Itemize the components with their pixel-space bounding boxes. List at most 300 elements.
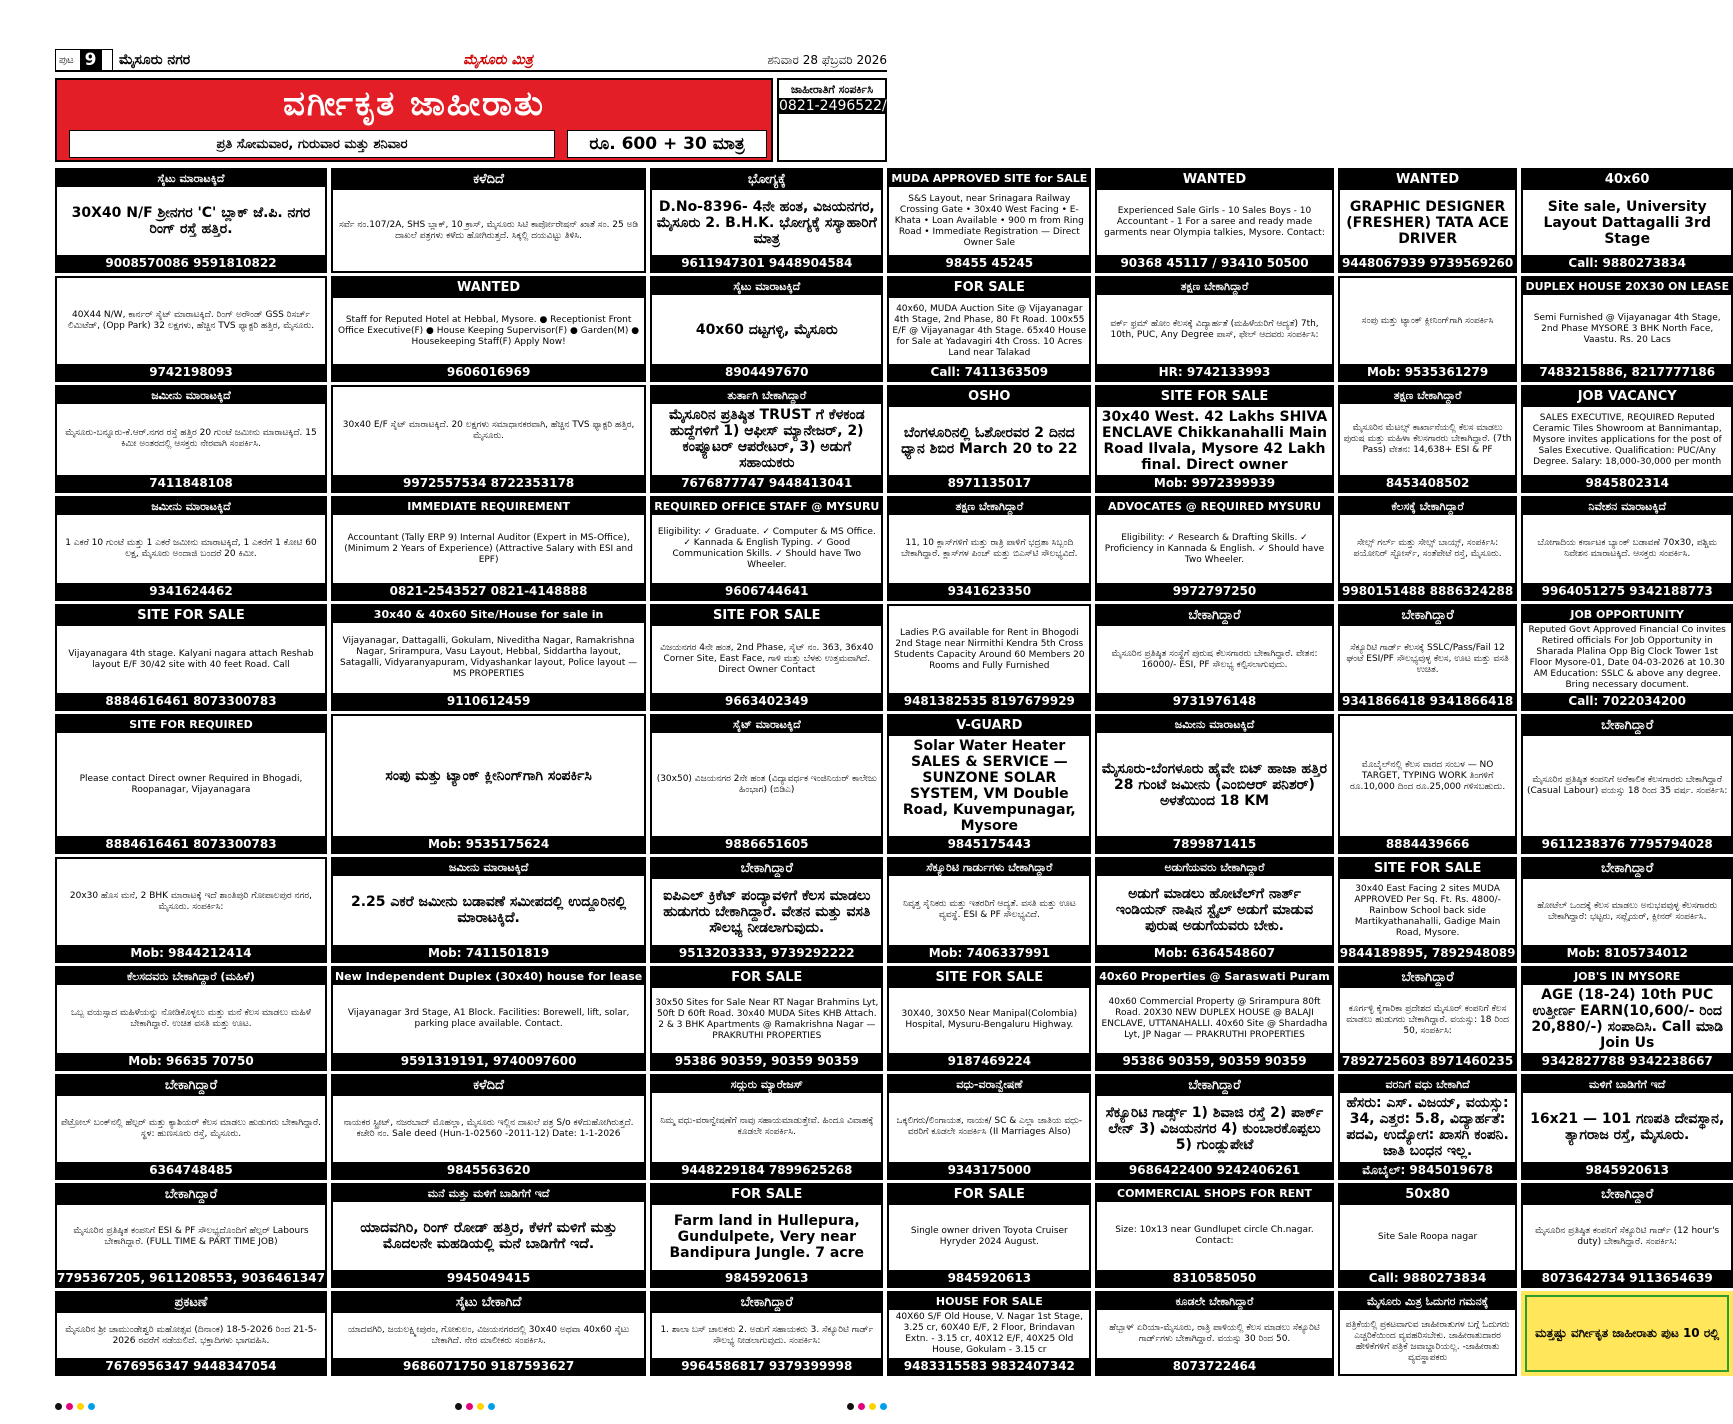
classified-ad — [650, 1074, 883, 1179]
classified-ad — [887, 1074, 1091, 1179]
classified-ad — [331, 604, 646, 711]
ad-body: ಐಪಿಎಲ್ ಕ್ರಿಕೆಟ್ ಪಂದ್ಯಾವಳಿಗೆ ಕೆಲಸ ಮಾಡಲು ಹುಡುಗರು ಬೇಕಾಗಿದ್ದಾರೆ. ವೇತನ ಮತ್ತು ವಸತಿ ಸೌಲಭ್ಯ ನೀಡಲಾಗುವುದು. — [663, 887, 871, 936]
ad-heading: WANTED — [1340, 170, 1516, 190]
ad-body: ಸಂಪು ಮತ್ತು ಟ್ಯಾಂಕ್ ಕ್ಲೀನಿಂಗ್‌ಗಾಗಿ ಸಂಪರ್ಕಿಸಿ — [385, 768, 592, 785]
classified-ad — [1095, 496, 1333, 601]
page-number: 9 — [80, 50, 102, 70]
classified-ad — [887, 1291, 1091, 1376]
ad-phone: 7899871415 — [1097, 836, 1331, 852]
ad-body: 30X40 N/F ಶ್ರೀನಗರ 'C' ಬ್ಲಾಕ್ ಜೆ.ಪಿ. ನಗರ ರಿಂಗ್ ರಸ್ತೆ ಹತ್ತಿರ. — [71, 205, 311, 238]
ad-phone: 7676956347 9448347054 — [57, 1358, 325, 1374]
classified-ad — [55, 714, 327, 854]
ad-heading: 30x40 & 40x60 Site/House for sale in — [333, 606, 644, 623]
classified-ad — [1095, 714, 1333, 854]
classified-ad — [55, 168, 327, 273]
classified-ad — [55, 1074, 327, 1179]
classified-ad — [331, 1183, 646, 1288]
ad-body: 30x50 Sites for Sale Near RT Nagar Brahmins Lyt, 50ft D 60ft Road. 30x40 MUDA Sites KHB Attach. 2 & 3 BHK Apartments @ Ramakrishna Nagar — PRAKRUTHI PROPERTIES — [655, 998, 879, 1042]
color-dots-center — [455, 1403, 495, 1410]
ad-heading: ಬೇಕಾಗಿದ್ದಾರೆ — [1523, 716, 1731, 736]
ad-heading: REQUIRED OFFICE STAFF @ MYSURU — [654, 499, 880, 513]
section-name: ಮೈಸೂರು ನಗರ — [119, 52, 191, 68]
ad-heading: ಅಡುಗೆಯವರು ಬೇಕಾಗಿದ್ದಾರೆ — [1097, 859, 1331, 876]
ad-body: ಅಡುಗೆ ಮಾಡಲು ಹೋಟೆಲ್‌ಗೆ ನಾರ್ತ್ ಇಂಡಿಯನ್ ನಾಷಿನ ಸ್ಟೈಲ್ ಅಡುಗೆ ಮಾಡುವ ಪುರುಷ ಅಡುಗೆಯವರು ಬೇಕು. — [1115, 886, 1314, 935]
ad-phone: 7892725603 8971460235 — [1340, 1053, 1516, 1069]
ad-body: Experienced Sale Girls - 10 Sales Boys - 10 Accountant - 1 For a saree and ready made garments near Olympia talkies, Mysore. Contact: — [1104, 206, 1325, 239]
ad-body: ಮೈಸೂರಿನ ಪ್ರತಿಷ್ಠಿತ ಸಂಸ್ಥೆಗೆ ಪುರುಷ ಕೆಲಸಗಾರರು ಬೇಕಾಗಿದ್ದಾರೆ. ವೇತನ: 16000/- ESI, PF ಸೌಲಭ್ಯ ಕಲ್ಪಿಸಲಾಗುವುದು. — [1111, 648, 1318, 670]
ad-body: 40x60 ದಟ್ಟಗಳ್ಳಿ, ಮೈಸೂರು — [695, 321, 838, 338]
ad-phone: 9448229184 7899625268 — [652, 1162, 881, 1178]
yellow-dot — [77, 1403, 84, 1410]
classified-ad — [1521, 496, 1733, 601]
ad-heading: 40x60 Properties @ Saraswati Puram — [1099, 969, 1330, 983]
continued-on-page-10-notice — [1521, 1291, 1733, 1376]
ad-body: ಮೈಸೂರಿನ ಶ್ರೀ ಚಾಮುಂಡೇಶ್ವರಿ ಮಹೋತ್ಸವ (ದಿನಾಂಕ) 18-5-2026 ರಿಂದ 21-5-2026 ರವರೆಗೆ ನಡೆಯಲಿದೆ. ಭಕ್ತಾದಿಗಳು ಭಾಗವಹಿಸಿ. — [65, 1324, 317, 1346]
ad-heading: ಕಳೆದಿದೆ — [333, 1076, 644, 1096]
ad-heading: SITE FOR REQUIRED — [57, 716, 325, 733]
print-registration-marks — [55, 1403, 887, 1411]
ad-phone: Mob: 9844212414 — [57, 945, 325, 961]
ad-phone: 9343175000 — [889, 1162, 1089, 1178]
ad-body: 40X44 N/W, ಕಾರ್ನರ್ ಸೈಟ್ ಮಾರಾಟಕ್ಕಿದೆ. ರಿಂಗ್ ಅರೌಂಡ್ GSS ರಿಸರ್ಚ್ ಲಿಮಿಟೆಡ್, (Opp Park) 32 ಲಕ್ಷಗಳು, ಹೆಚ್ಚಿನ TVS ಫ್ಯಾಕ್ಟರಿ ಹತ್ತಿರ, ಮೈಸೂರು. — [67, 310, 315, 332]
ad-phone: 0821-2543527 0821-4148888 — [333, 583, 644, 599]
ad-phone: 9731976148 — [1097, 693, 1331, 709]
classified-ad — [650, 168, 883, 273]
ad-phone: 9845563620 — [333, 1162, 644, 1178]
classified-ad — [331, 1074, 646, 1179]
classified-ad — [1521, 714, 1733, 854]
contact-phone: 0821-2496522/23 — [779, 98, 905, 114]
ad-body: Farm land in Hullepura, Gundulpete, Very near Bandipura Jungle. 7 acre — [669, 1213, 865, 1262]
ad-phone: 9845920613 — [1523, 1162, 1731, 1178]
cyan-dot — [488, 1403, 495, 1410]
black-dot — [55, 1403, 62, 1410]
ad-body: ಸಂಪು ಮತ್ತು ಟ್ಯಾಂಕ್ ಕ್ಲೀನಿಂಗ್‌ಗಾಗಿ ಸಂಪರ್ಕಿಸಿ — [1361, 315, 1494, 326]
ad-phone: Mob: 8105734012 — [1523, 945, 1731, 961]
ad-heading: SITE FOR SALE — [652, 606, 881, 626]
ad-heading: ಬೇಕಾಗಿದ್ದಾರೆ — [57, 1076, 325, 1096]
ad-body: Accountant (Tally ERP 9) Internal Auditor (Expert in MS-Office), (Minimum 2 Years of Experience) (Attractive Salary with ESI and EPF) — [344, 532, 633, 565]
classified-ad — [55, 496, 327, 601]
classified-ad — [887, 496, 1091, 601]
ad-heading: ಜಮೀನು ಮಾರಾಟಕ್ಕಿದೆ — [1097, 716, 1331, 733]
ad-body: ಯಾದವಗಿರಿ, ರಿಂಗ್ ರೋಡ್ ಹತ್ತಿರ, ಕೆಳಗೆ ಮಳಿಗೆ ಮತ್ತು ಮೊದಲನೇ ಮಹಡಿಯಲ್ಲಿ ಮನೆ ಬಾಡಿಗೆಗೆ ಇದೆ. — [360, 1219, 617, 1252]
classified-banner — [55, 78, 773, 162]
ad-phone: 9341624462 — [57, 583, 325, 599]
classified-ad — [650, 1183, 883, 1288]
ad-phone: 9886651605 — [652, 836, 881, 852]
ad-body: ಕೂರ್ಗಳ್ಳಿ ಕೈಗಾರಿಕಾ ಪ್ರದೇಶದ ಮೈಸೂರ್ ಕಂಪನಿಗೆ ಕೆಲಸ ಮಾಡಲು ಹುಡುಗರು ಬೇಕಾಗಿದ್ದಾರೆ. ವಯಸ್ಸು: 18 ರಿಂದ 50, ಸಂಪರ್ಕಿಸಿ: — [1346, 1003, 1509, 1036]
ad-body: 40x60 Commercial Property @ Srirampura 80ft Road. 20X30 NEW DUPLEX HOUSE @ BALAJI ENCLAVE, UTTANAHALLI. 40x60 Site @ Shardadha Lyt, JP Nagar — PRAKRUTHI PROPERTIES — [1101, 996, 1328, 1040]
classified-ad — [887, 276, 1091, 381]
ad-phone: 9187469224 — [889, 1053, 1089, 1069]
classified-ad — [1095, 1291, 1333, 1376]
classified-ad — [1095, 857, 1333, 962]
classified-ad — [331, 276, 646, 381]
classified-ad — [1338, 966, 1518, 1071]
ad-heading: FOR SALE — [889, 278, 1089, 298]
ad-body: 2.25 ಎಕರೆ ಜಮೀನು ಬಡಾವಣೆ ಸಮೀಪದಲ್ಲಿ ಉದ್ದೂರಿನಲ್ಲಿ ಮಾರಾಟಕ್ಕಿದೆ. — [351, 894, 627, 927]
classified-ad — [1521, 857, 1733, 962]
ad-heading: ADVOCATES @ REQUIRED MYSURU — [1097, 498, 1331, 515]
ad-heading: ವಧು-ವರಾನ್ವೇಷಣೆ — [889, 1076, 1089, 1093]
ad-heading: SITE FOR SALE — [57, 606, 325, 626]
ad-body: Please contact Direct owner Required in Bhogadi, Roopanagar, Vijayanagara — [79, 773, 303, 795]
ad-phone: HR: 9742133993 — [1097, 364, 1331, 380]
ad-phone: 9611947301 9448904584 — [652, 255, 881, 271]
ad-body: ಸೆಕ್ಯೂರಿಟಿ ಗಾರ್ಡ್ಸ್ 1) ಶಿವಾಜಿ ರಸ್ತೆ 2) ಪಾರ್ಕ್ ಲೇನ್ 3) ವಿಜಯನಗರ 4) ಕುಂಬಾರಕೊಪ್ಪಲು 5) ಗುಂಡ್ಲುಪೇಟೆ — [1105, 1104, 1324, 1153]
ad-phone: 9483315583 9832407342 — [889, 1358, 1089, 1374]
ad-heading: WANTED — [333, 278, 644, 298]
classified-ad — [1095, 1183, 1333, 1288]
classified-ad — [55, 276, 327, 381]
ad-phone: 9448067939 9739569260 — [1340, 255, 1516, 271]
ad-phone: 9844189895, 7892948089 — [1339, 945, 1516, 960]
classified-ad — [887, 714, 1091, 854]
ad-heading: OSHO — [889, 387, 1089, 407]
ad-body: GRAPHIC DESIGNER (FRESHER) TATA ACE DRIVER — [1346, 198, 1509, 247]
ad-body: ಹೋಟೆಲ್ ಒಂದಕ್ಕೆ ಕೆಲಸ ಮಾಡಲು ಅನುಭವವುಳ್ಳ ಕೆಲಸಗಾರರು ಬೇಕಾಗಿದ್ದಾರೆ: ಭಟ್ಟರು, ಸಪ್ಲೈಯರ್, ಕ್ಲೀನರ್ ಸಂಪರ್ಕಿಸಿ. — [1537, 900, 1718, 922]
ad-body: 30x40 E/F ಸೈಟ್ ಮಾರಾಟಕ್ಕಿದೆ. 20 ಲಕ್ಷಗಳು ಸಮಾಧಾನಕರವಾಗಿ, ಹೆಚ್ಚಿನ TVS ಫ್ಯಾಕ್ಟರಿ ಹತ್ತಿರ, ಮೈಸೂರು. — [342, 419, 635, 441]
ad-phone: 8884616461 8073300783 — [57, 836, 325, 852]
ad-phone: 9964586817 9379399998 — [652, 1358, 881, 1374]
ad-heading: ಬೇಕಾಗಿದ್ದಾರೆ — [652, 1293, 881, 1313]
classified-ad — [1521, 1074, 1733, 1179]
ad-phone: 7411848108 — [57, 475, 325, 491]
ad-phone: 9341866418 9341866418 — [1340, 693, 1516, 709]
page-number-box — [55, 49, 113, 71]
ad-body: ಮೈಸೂರು-ಬೆಂಗಳೂರು ಹೈವೇ ಬಿಟ್ ಹಾಜಾ ಹತ್ತಿರ 28 ಗುಂಟೆ ಜಮೀನು (ಎಂಬಿಆರ್ ಪನಿಶರ್) ಅಳತೆಯಿಂದ 18 KM — [1101, 760, 1328, 809]
cyan-dot — [880, 1403, 887, 1410]
classified-ad — [1095, 966, 1333, 1071]
ad-heading: ಕೆಲಸದವರು ಬೇಕಾಗಿದ್ದಾರೆ (ಮಹಿಳೆ) — [57, 968, 325, 985]
ad-body: ವಿಜಯನಗರ 4ನೇ ಹಂತ, 2nd Phase, ಸೈಟ್ ನಂ. 363, 36x40 Corner Site, East Face, ಗಾಳಿ ಮತ್ತು ಬೆಳಕು ಉತ್ತಮವಾಗಿದೆ. Direct Owner Contact — [660, 643, 874, 676]
classified-ad — [1521, 385, 1733, 493]
classified-ad — [1338, 1291, 1518, 1376]
ad-heading: ಬೇಕಾಗಿದ್ದಾರೆ — [1340, 606, 1516, 626]
ad-heading: ಮೈಸೂರು ಮಿತ್ರ ಓದುಗರ ಗಮನಕ್ಕೆ — [1340, 1293, 1516, 1310]
ad-phone: Mob: 9972399939 — [1097, 475, 1331, 491]
classified-ad — [1338, 496, 1518, 601]
classified-ad — [887, 966, 1091, 1071]
ad-heading: New Independent Duplex (30x40) house for lease — [334, 969, 643, 983]
ad-body: ಬೋಗಾದಿಯ ಕರ್ನಾಟಕ ಬ್ಯಾಂಕ್ ಬಡಾವಣೆ 70x30, ಪಶ್ಚಿಮ ನಿವೇಶನ ಮಾರಾಟಕ್ಕಿದೆ. ಆಸಕ್ತರು ಸಂಪರ್ಕಿಸಿ. — [1537, 538, 1717, 560]
ad-heading: WANTED — [1097, 170, 1331, 190]
ad-phone: 6364748485 — [57, 1162, 325, 1178]
ad-contact-box — [777, 78, 905, 162]
ad-body: ಮೈಸೂರು-ಬನ್ನೂರು-ಕೆ.ಆರ್.ನಗರ ರಸ್ತೆ ಹತ್ತಿರ 20 ಗುಂಟೆ ಜಮೀನು ಮಾರಾಟಕ್ಕಿದೆ. 15 ಕಿಮೀ ಅಂತರದಲ್ಲಿ ಆಸಕ್ತರು ನೇರವಾಗಿ ಸಂಪರ್ಕಿಸಿ. — [65, 428, 317, 450]
ad-heading: JOB'S IN MYSORE — [1523, 968, 1731, 985]
ad-body: ನಿಮ್ಮ ವಧು-ವರಾನ್ವೇಷಣೆಗೆ ನಾವು ಸಹಾಯಮಾಡುತ್ತೇವೆ. ಹಿಂದೂ ವಿವಾಹಕ್ಕೆ ಕೂಡಲೇ ಸಂಪರ್ಕಿಸಿ. — [660, 1116, 874, 1138]
ad-body: ಬೆಂಗಳೂರಿನಲ್ಲಿ ಓಶೋರವರ 2 ದಿನದ ಧ್ಯಾನ ಶಿಬಿರ March 20 to 22 — [901, 424, 1078, 457]
classified-ad — [331, 966, 646, 1071]
classified-ad — [887, 857, 1091, 962]
ad-phone: 9342827788 9342238667 — [1523, 1053, 1731, 1069]
contact-label: ಜಾಹೀರಾತಿಗೆ ಸಂಪರ್ಕಿಸಿ — [790, 83, 874, 96]
page-label: ಪುಟ — [59, 54, 74, 66]
classified-ad — [1338, 168, 1518, 273]
ad-phone: Mob: 6364548607 — [1097, 945, 1331, 961]
issue-date: ಶನಿವಾರ 28 ಫೆಬ್ರವರಿ 2026 — [767, 52, 887, 67]
classified-ad — [650, 857, 883, 962]
ad-body: 1 ಎಕರೆ 10 ಗುಂಟೆ ಮತ್ತು 1 ಎಕರೆ ಜಮೀನು ಮಾರಾಟಕ್ಕಿದೆ, 1 ಎಕರೆಗೆ 1 ಕೋಟಿ 60 ಲಕ್ಷ, ಮೈಸೂರು ಅಂದಾಜಿ ಬಂದರೆ 20 ಕಿಮೀ. — [65, 538, 317, 560]
ad-heading: ಪ್ರಕಟಣೆ — [57, 1293, 325, 1313]
ad-heading: FOR SALE — [652, 968, 881, 988]
ad-heading: ತಕ್ಷಣ ಬೇಕಾಗಿದ್ದಾರೆ — [889, 498, 1089, 515]
ad-heading: MUDA APPROVED SITE for SALE — [891, 172, 1088, 185]
ad-heading: FOR SALE — [652, 1185, 881, 1205]
ad-heading: SITE FOR SALE — [889, 968, 1089, 988]
ad-heading: ಜಮೀನು ಮಾರಾಟಕ್ಕಿದೆ — [57, 387, 325, 404]
ad-phone: 9845802314 — [1523, 475, 1731, 491]
ad-body: Staff for Reputed Hotel at Hebbal, Mysore. ● Receptionist Front Office Executive(F) ● House Keeping Supervisor(F) ● Garden(M) ● Housekeeping Staff(F) Apply Now! — [338, 314, 640, 347]
ad-phone: 8884439666 — [1340, 836, 1516, 852]
black-dot — [455, 1403, 462, 1410]
ad-body: Vijayanagara 4th stage. Kalyani nagara attach Reshab layout E/F 30/42 site with 40 feet Road. Call — [68, 648, 314, 670]
classified-ad — [1338, 857, 1518, 962]
ad-phone: 9972557534 8722353178 — [333, 475, 644, 491]
ad-heading: ಬೇಕಾಗಿದ್ದಾರೆ — [1340, 968, 1516, 988]
ad-heading: ಜಮೀನು ಮಾರಾಟಕ್ಕಿದೆ — [57, 498, 325, 515]
ad-phone: Call: 7022034200 — [1523, 693, 1731, 709]
classified-ad — [1338, 385, 1518, 493]
ad-body: ಪೆಟ್ರೋಲ್ ಬಂಕ್‌ನಲ್ಲಿ ಹೆಲ್ಪರ್ ಮತ್ತು ಕ್ಯಾಶಿಯರ್ ಕೆಲಸ ಮಾಡಲು ಹುಡುಗರು ಬೇಕಾಗಿದ್ದಾರೆ. ಸ್ಥಳ: ಹುಣಸೂರು ರಸ್ತೆ, ಮೈಸೂರು. — [61, 1117, 321, 1139]
ad-phone: 9945049415 — [333, 1270, 644, 1286]
ad-heading: ಭೋಗ್ಯಕ್ಕೆ — [652, 170, 881, 190]
classified-ad — [1338, 1074, 1518, 1179]
ad-heading: COMMERCIAL SHOPS FOR RENT — [1097, 1185, 1331, 1202]
ad-phone: 7795367205, 9611208553, 9036461347 — [57, 1271, 325, 1285]
classified-ad — [650, 276, 883, 381]
ad-body: Size: 10x13 near Gundlupet circle Ch.nagar. Contact: — [1115, 1224, 1314, 1246]
ad-phone: Mob: 9535361279 — [1340, 364, 1516, 380]
ad-phone: 9513203333, 9739292222 — [652, 945, 881, 961]
ad-heading: V-GUARD — [889, 716, 1089, 736]
classified-ad — [650, 1291, 883, 1376]
ad-phone: 90368 45117 / 93410 50500 — [1097, 255, 1331, 271]
ad-heading: ಸೈಟು ಮಾರಾಟಕ್ಕಿದೆ — [57, 170, 325, 187]
ad-body: ಒಬ್ಬ ವಯಸ್ಸಾದ ಮಹಿಳೆಯನ್ನು ನೋಡಿಕೊಳ್ಳಲು ಮತ್ತು ಮನೆ ಕೆಲಸ ಮಾಡಲು ಮಹಿಳೆ ಬೇಕಾಗಿದ್ದಾರೆ. ಉಚಿತ ವಸತಿ ಮತ್ತು ಊಟ. — [71, 1007, 311, 1029]
ad-body: 30x40 East Facing 2 sites MUDA APPROVED Per Sq. Ft. Rs. 4800/- Rainbow School back side Martikyathanahalli, Gadige Main Road, Mysore. — [1354, 884, 1501, 939]
ad-phone: 9008570086 9591810822 — [57, 255, 325, 271]
classified-ad — [1095, 276, 1333, 381]
classified-ad — [331, 714, 646, 854]
ad-body: Eligibility: ✓ Research & Drafting Skills. ✓ Proficiency in Kannada & English. ✓ Should have Two Wheeler. — [1104, 532, 1325, 565]
black-dot — [847, 1403, 854, 1410]
ad-phone: 8310585050 — [1097, 1270, 1331, 1286]
classified-ad — [1095, 1074, 1333, 1179]
ad-body: ನಾಯಕರ ಸ್ಟ್ರೀಟ್, ನಜರಬಾದ್ ಮೊಹಲ್ಲಾ, ಮೈಸೂರು ಇಲ್ಲಿನ ದಾಖಲೆ ಪತ್ರ S/o ಕಳೆದುಹೋಗಿರುತ್ತದೆ. ಕಚೇರಿ ನಂ. Sale deed (Hun-1-02560 -2011-12) Date: 1-1-2026 — [343, 1117, 634, 1139]
ad-body: Ladies P.G available for Rent in Bhogodi 2nd Stage near Nirmithi Kendra 5th Cross Students Capacity Around 60 Members 20 Rooms and Fully Furnished — [893, 627, 1085, 671]
ad-heading: ಬೇಕಾಗಿದ್ದಾರೆ — [1523, 1185, 1731, 1205]
ad-body: ಮೈಸೂರಿನ ಪ್ರತಿಷ್ಠಿತ ಕಂಪನಿಗೆ ESI & PF ಸೌಲಭ್ಯದೊಂದಿಗೆ ಹೆಲ್ಪರ್ Labours ಬೇಕಾಗಿದ್ದಾರೆ. (FULL TIME & PART TIME JOB) — [73, 1226, 309, 1248]
classified-ad — [650, 966, 883, 1071]
classified-ads-grid — [55, 168, 1729, 1376]
ad-phone: 9845920613 — [889, 1270, 1089, 1286]
ad-heading: SITE FOR SALE — [1340, 859, 1516, 879]
classified-ad — [887, 385, 1091, 493]
ad-phone: 95386 90359, 90359 90359 — [652, 1053, 881, 1069]
magenta-dot — [66, 1403, 73, 1410]
ad-body: ಯಾದವಗಿರಿ, ಜಯಲಕ್ಷ್ಮೀಪುರಂ, ಗೋಕುಲಂ, ವಿಜಯನಗರದಲ್ಲಿ 30x40 ಅಥವಾ 40x60 ಸೈಟು ಬೇಕಾಗಿದೆ. ನೇರ ಮಾಲೀಕರು ಸಂಪರ್ಕಿಸಿ. — [347, 1324, 630, 1346]
ad-phone: 9611238376 7795794028 — [1523, 836, 1731, 852]
ad-body: ಹೆಬ್ಬಾಳ್ ಏರಿಯಾ-ಮೈಸೂರು, ರಾತ್ರಿ ಪಾಳಿಯಲ್ಲಿ ಕೆಲಸ ಮಾಡಲು ಸೆಕ್ಯೂರಿಟಿ ಗಾರ್ಡ್‌ಗಳು ಬೇಕಾಗಿದ್ದಾರೆ. ವಯಸ್ಸು 30 ರಿಂದ 50. — [1109, 1323, 1320, 1344]
ad-heading: ವರನಿಗೆ ವಧು ಬೇಕಾಗಿದೆ — [1340, 1076, 1516, 1093]
ad-heading: ಕಳೆದಿದೆ — [333, 170, 644, 190]
classified-ad — [1521, 1183, 1733, 1288]
classified-ad — [1521, 168, 1733, 273]
classified-ad — [55, 857, 327, 962]
ad-body: Solar Water Heater SALES & SERVICE — SUNZONE SOLAR SYSTEM, VM Double Road, Kuvempunagar, Mysore — [902, 738, 1076, 835]
ad-phone: 9481382535 8197679929 — [889, 693, 1089, 709]
magenta-dot — [858, 1403, 865, 1410]
ad-phone: 98455 45245 — [889, 255, 1089, 271]
ad-heading: ತಕ್ಷಣ ಬೇಕಾಗಿದ್ದಾರೆ — [1340, 387, 1516, 404]
ad-phone: 8884616461 8073300783 — [57, 693, 325, 709]
classified-ad — [1338, 604, 1518, 711]
ad-heading: JOB OPPORTUNITY — [1523, 606, 1731, 623]
ad-heading: ಬೇಕಾಗಿದ್ದಾರೆ — [57, 1185, 325, 1205]
ad-heading: ಸದ್ಗುರು ಮ್ಯಾರೇಜಸ್ — [652, 1076, 881, 1093]
classified-ad — [55, 1183, 327, 1288]
classified-ad — [1095, 385, 1333, 493]
ad-body: Vijayanagar, Dattagalli, Gokulam, Niveditha Nagar, Ramakrishna Nagar, Srirampura, Vasu Layout, Hebbal, Siddartha layout, Satagalli, Vidyaranyapuram, Vidyashankar layout, Police layout — MS PROPERTIES — [340, 636, 638, 680]
classified-ad — [1095, 168, 1333, 273]
ad-phone: 8073642734 9113654639 — [1523, 1270, 1731, 1286]
ad-body: S&S Layout, near Srinagara Railway Crossing Gate • 30x40 West Facing • E-Khata • Loan Available • 900 m from Ring Road • Immediate Registration — Direct Owner Sale — [894, 193, 1084, 248]
ad-phone: 95386 90359, 90359 90359 — [1097, 1053, 1331, 1069]
ad-body: ಹೆಸರು: ಎಸ್. ವಿಜಯ್, ವಯಸ್ಸು: 34, ಎತ್ತರ: 5.8, ವಿದ್ಯಾರ್ಹತೆ: ಪದವಿ, ಉದ್ಯೋಗ: ಖಾಸಗಿ ಕಂಪನಿ. ಜಾತಿ ಬಂಧನ ಇಲ್ಲ. — [1346, 1095, 1509, 1160]
ad-body: ವರ್ಕ್ ಫ್ರಮ್ ಹೋಂ ಕೆಲಸಕ್ಕೆ ವಿದ್ಯಾರ್ಹತೆ (ಮಹಿಳೆಯರಿಗೆ ಆದ್ಯತೆ) 7th, 10th, PUC, Any Degree ಪಾಸ್, ಫೇಲ್ ಆದವರು ಸಂಪರ್ಕಿಸಿ: — [1110, 318, 1319, 340]
classified-ad — [331, 857, 646, 962]
ad-body: ನಿವೃತ್ತ ಸೈನಿಕರು ಮತ್ತು ಇತರರಿಗೆ ಆದ್ಯತೆ. ವಸತಿ ಮತ್ತು ಊಟ ವ್ಯವಸ್ಥೆ. ESI & PF ಸೌಲಭ್ಯವಿದೆ. — [902, 899, 1076, 921]
ad-body: ಸೆಕ್ಯೂರಿಟಿ ಗಾರ್ಡ್ ಕೆಲಸಕ್ಕೆ SSLC/Pass/Fail 12 ಘಂಟೆ ESI/PF ಸೌಲಭ್ಯವುಳ್ಳ ಕೆಲಸ, ಊಟ ಮತ್ತು ವಸತಿ ಉಚಿತ. — [1346, 643, 1509, 676]
ad-phone: 8904497670 — [652, 364, 881, 380]
ad-body: ಮೈಸೂರಿನ ಪ್ರತಿಷ್ಠಿತ TRUST ಗೆ ಕೆಳಕಂಡ ಹುದ್ದೆಗಳಿಗೆ 1) ಆಫೀಸ್ ಮ್ಯಾನೇಜರ್, 2) ಕಂಪ್ಯೂಟರ್ ಆಪರೇಟರ್, 3) ಅಡುಗೆ ಸಹಾಯಕರು — [668, 407, 865, 472]
ad-body: ಮೈಸೂರಿನ ಪ್ರತಿಷ್ಠಿತ ಕಂಪನಿಗೆ ಸೆಕ್ಯೂರಿಟಿ ಗಾರ್ಡ್ (12 hour's duty) ಬೇಕಾಗಿದ್ದಾರೆ. ಸಂಪರ್ಕಿಸಿ: — [1535, 1226, 1720, 1248]
ad-phone: 8453408502 — [1340, 475, 1516, 491]
ad-heading: ಬೇಕಾಗಿದ್ದಾರೆ — [1523, 859, 1731, 879]
ad-phone: 8073722464 — [1097, 1358, 1331, 1374]
ad-phone: 7483215886, 8217777186 — [1523, 364, 1731, 380]
ad-heading: ಸೆಕ್ಯೂರಿಟಿ ಗಾರ್ಡುಗಳು ಬೇಕಾಗಿದ್ದಾರೆ — [889, 859, 1089, 876]
cyan-dot — [88, 1403, 95, 1410]
ad-heading: SITE FOR SALE — [1097, 387, 1331, 407]
ad-body: AGE (18-24) 10th PUC ಉತ್ತೀರ್ಣ EARN(10,600/- ರಿಂದ 20,880/-) ಸಂಪಾದಿಸಿ. Call ಮಾಡಿ Join Us — [1531, 986, 1724, 1051]
ad-phone: 9972797250 — [1097, 583, 1331, 599]
ad-phone: 9964051275 9342188773 — [1523, 583, 1731, 599]
ad-body: ಒಕ್ಕಲಿಗರು/ಲಿಂಗಾಯತ, ನಾಯಕ/ SC & ಎಲ್ಲಾ ಜಾತಿಯ ವಧು-ವರರಿಗೆ ಕೂಡಲೇ ಸಂಪರ್ಕಿಸಿ (II Marriages Also) — [896, 1116, 1083, 1138]
classified-ad — [1338, 714, 1518, 854]
yellow-dot — [477, 1403, 484, 1410]
classified-ad — [55, 1291, 327, 1376]
classified-ad — [331, 385, 646, 493]
ad-body: ಮೈಸೂರಿನ ಮೆಟಲ್ಸ್ ಕಾರ್ಖಾನೆಯಲ್ಲಿ ಕೆಲಸ ಮಾಡಲು ಪುರುಷ ಮತ್ತು ಮಹಿಳಾ ಕೆಲಸಗಾರರು ಬೇಕಾಗಿದ್ದಾರೆ. (7th Pass) ವೇತನ: 14,638+ ESI & PF — [1343, 422, 1512, 455]
ad-heading: ಸೈಟ್ ಮಾರಾಟಕ್ಕಿದೆ — [652, 716, 881, 733]
classified-ad — [331, 168, 646, 273]
ad-heading: ಕೂಡಲೇ ಬೇಕಾಗಿದ್ದಾರೆ — [1097, 1293, 1331, 1310]
classified-ad — [1521, 604, 1733, 711]
ad-phone: 9591319191, 9740097600 — [333, 1053, 644, 1069]
classified-ad — [55, 604, 327, 711]
ad-heading: ಬೇಕಾಗಿದ್ದಾರೆ — [652, 859, 881, 879]
classified-ad — [55, 966, 327, 1071]
ad-heading: ನಿವೇಶನ ಮಾರಾಟಕ್ಕಿದೆ — [1523, 498, 1731, 515]
ad-heading: IMMEDIATE REQUIREMENT — [333, 498, 644, 515]
ad-body: Semi Furnished @ Vijayanagar 4th Stage, 2nd Phase MYSORE 3 BHK North Face, Vaastu. Rs. 20 Lacs — [1533, 313, 1721, 346]
ad-body: Single owner driven Toyota Cruiser Hyryder 2024 August. — [910, 1226, 1068, 1248]
ad-body: ಸೇಲ್ಸ್ ಗರ್ಲ್ ಮತ್ತು ಸೇಲ್ಸ್ ಬಾಯ್ಸ್, ಸಂಪರ್ಕಿಸಿ: ಪಯೋನಿರ್ ಸ್ಟೋರ್ಸ್, ಸಂತೆಪೇಟೆ ರಸ್ತೆ, ಮೈಸೂರು. — [1353, 538, 1502, 560]
classified-ad — [650, 385, 883, 493]
ad-body: (30x50) ವಿಜಯನಗರ 2ನೇ ಹಂತ (ವಿದ್ಯಾವರ್ಧಕ ಇಂಜಿನಿಯರ್ ಕಾಲೇಜು ಹಿಂಭಾಗ) (ಬಿಡಿಎ) — [656, 773, 877, 795]
ad-body: Eligibility: ✓ Graduate. ✓ Computer & MS Office. ✓ Kannada & English Typing. ✓ Good Communication Skills. ✓ Should have Two Wheeler. — [657, 527, 876, 571]
publication-schedule: ಪ್ರತಿ ಸೋಮವಾರ, ಗುರುವಾರ ಮತ್ತು ಶನಿವಾರ — [69, 130, 555, 158]
ad-heading: ಬೇಕಾಗಿದ್ದಾರೆ — [1097, 1076, 1331, 1096]
ad-body: 1. ಶಾಲಾ ಬಸ್ ಚಾಲಕರು 2. ಅಡುಗೆ ಸಹಾಯಕರು 3. ಸೆಕ್ಯೂರಿಟಿ ಗಾರ್ಡ್ ಸೌಲಭ್ಯ ನೀಡಲಾಗುವುದು. ಸಂಪರ್ಕಿಸಿ: — [660, 1324, 874, 1346]
color-dots-left — [55, 1403, 95, 1410]
classified-ad — [650, 604, 883, 711]
ad-phone: 7676877747 9448413041 — [652, 475, 881, 491]
ad-phone: Call: 9880273834 — [1523, 255, 1731, 271]
ad-heading: ಕೆಲಸಕ್ಕೆ ಬೇಕಾಗಿದ್ದಾರೆ — [1340, 498, 1516, 515]
classified-ad — [650, 496, 883, 601]
ad-phone: 9845175443 — [889, 836, 1089, 852]
ad-body: Vijayanagar 3rd Stage, A1 Block. Facilities: Borewell, lift, solar, parking place available. Contact. — [347, 1007, 630, 1029]
classified-ad — [1521, 966, 1733, 1071]
ad-phone: Mob: 7411501819 — [333, 945, 644, 961]
continued-notice-text: ಮತ್ತಷ್ಟು ವರ್ಗೀಕೃತ ಜಾಹೀರಾತು ಪುಟ 10 ರಲ್ಲಿ — [1525, 1295, 1729, 1372]
classified-ad — [1338, 1183, 1518, 1288]
yellow-dot — [869, 1403, 876, 1410]
ad-phone: 9845920613 — [652, 1270, 881, 1286]
classified-ad — [887, 604, 1091, 711]
ad-body: D.No-8396- 4ನೇ ಹಂತ, ವಿಜಯನಗರ, ಮೈಸೂರು 2. B.H.K. ಭೋಗ್ಯಕ್ಕೆ ಸಸ್ಯಾಹಾರಿಗೆ ಮಾತ್ರ — [656, 198, 877, 247]
ad-heading: ಸೈಟು ಮಾರಾಟಕ್ಕಿದೆ — [652, 278, 881, 295]
ad-heading: FOR SALE — [889, 1185, 1089, 1205]
classified-ad — [887, 1183, 1091, 1288]
ad-phone: Call: 9880273834 — [1340, 1270, 1516, 1286]
ad-body: 30x40 West. 42 Lakhs SHIVA ENCLAVE Chikkanahalli Main Road Ilvala, Mysore 42 Lakh final. Direct owner — [1101, 408, 1328, 473]
ad-heading: ಸೈಟು ಬೇಕಾಗಿದೆ — [333, 1293, 644, 1313]
ad-phone: 9742198093 — [57, 364, 325, 380]
ad-phone: ಮೊಬೈಲ್: 9845019678 — [1340, 1162, 1516, 1178]
ad-heading: ತುರ್ತಾಗಿ ಬೇಕಾಗಿದ್ದಾರೆ — [652, 387, 881, 404]
ad-heading: ಮನೆ ಮತ್ತು ಮಳಿಗೆ ಬಾಡಿಗೆಗೆ ಇದೆ — [333, 1185, 644, 1202]
ad-body: Site Sale Roopa nagar — [1377, 1231, 1478, 1242]
ad-price: ರೂ. 600 + 30 ಮಾತ್ರ — [567, 130, 767, 158]
ad-heading: JOB VACANCY — [1523, 387, 1731, 407]
ad-body: SALES EXECUTIVE, REQUIRED Reputed Ceramic Tiles Showroom at Bannimantap, Mysore invites applications for the post of Sales Executive. Qualification: PUC/Any Degree. Salary: 18,000-30,000 per month — [1532, 413, 1722, 468]
ad-body: ಮೊಬೈಲ್‌ನಲ್ಲಿ ಕೆಲಸ ವಾರದ ಸಂಬಳ — NO TARGET, TYPING WORK ತಿಂಗಳಿಗೆ ರೂ.10,000 ದಿಂದ ರೂ.25,000 ಗಳಿಸಬಹುದು. — [1349, 759, 1506, 792]
ad-phone: 9606744641 — [652, 583, 881, 599]
ad-phone: Call: 7411363509 — [889, 364, 1089, 380]
ad-phone: 8971135017 — [889, 475, 1089, 491]
ad-heading: HOUSE FOR SALE — [889, 1293, 1089, 1310]
paper-logo: ಮೈಸೂರು ಮಿತ್ರ — [463, 52, 533, 68]
color-dots-right — [847, 1403, 887, 1410]
ad-body: ಪತ್ರಿಕೆಯಲ್ಲಿ ಪ್ರಕಟವಾಗುವ ಜಾಹೀರಾತುಗಳ ಬಗ್ಗೆ ಓದುಗರು ಎಚ್ಚರಿಕೆಯಿಂದ ವ್ಯವಹರಿಸಬೇಕು. ಜಾಹೀರಾತುದಾರರ ಹೇಳಿಕೆಗಳಿಗೆ ಪತ್ರಿಕೆ ಜವಾಬ್ದಾರಿಯಲ್ಲ. -ಜಾಹೀರಾತು ವ್ಯವಸ್ಥಾಪಕರು — [1345, 1320, 1510, 1363]
ad-body: 40X60 S/F Old House, V. Nagar 1st Stage, 3.25 cr, 60X40 E/F, 2 Floor, Brindavan Extn. - 3.15 cr, 40X12 E/F, 40X25 Old House, Gokulam - 3.15 cr — [895, 1312, 1083, 1355]
ad-phone: Mob: 9535175624 — [333, 836, 644, 852]
ad-body: 16x21 — 101 ಗಣಪತಿ ದೇವಸ್ಥಾನ, ತ್ಯಾಗರಾಜ ರಸ್ತೆ, ಮೈಸೂರು. — [1530, 1111, 1725, 1144]
ad-phone: 9980151488 8886324288 — [1340, 583, 1516, 599]
ad-phone: 9686422400 9242406261 — [1097, 1162, 1331, 1178]
ad-phone: 9606016969 — [333, 364, 644, 380]
ad-phone: Mob: 7406337991 — [889, 945, 1089, 961]
ad-body: Site sale, University Layout Dattagalli 3rd Stage — [1543, 198, 1711, 247]
masthead-bar — [55, 50, 887, 72]
classified-ad — [1521, 276, 1733, 381]
